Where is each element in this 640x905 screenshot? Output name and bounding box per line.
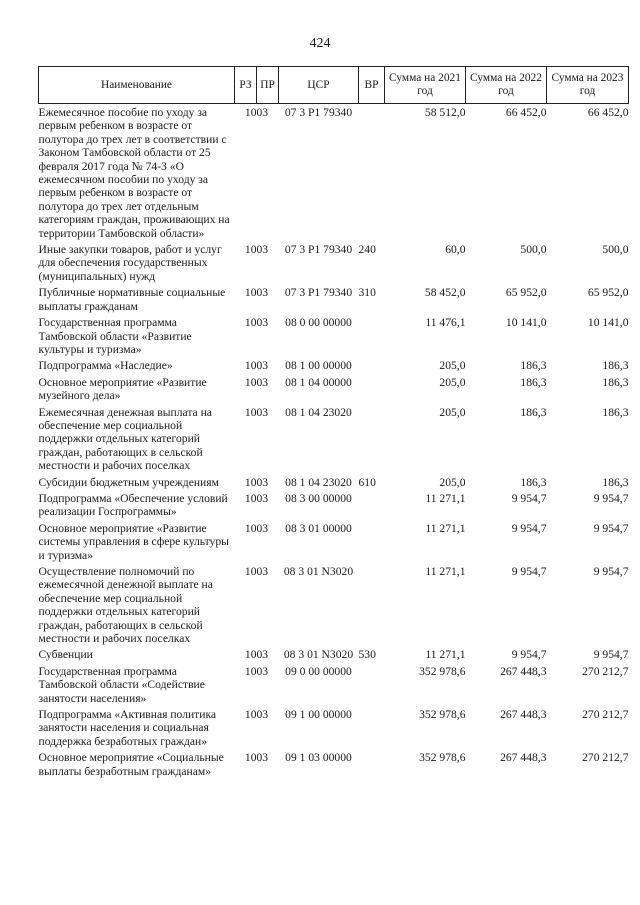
row-sum-2021: 11 271,1 [425, 648, 466, 662]
table-row [39, 751, 629, 781]
row-pr: 03 [256, 751, 269, 765]
row-sum-2021: 11 271,1 [425, 521, 466, 535]
row-rz: 10 [244, 565, 257, 578]
row-sum-2023: 9 954,7 [593, 565, 629, 578]
row-sum-2021: 205,0 [439, 359, 466, 373]
row-vr [359, 104, 385, 244]
row-vr [359, 751, 385, 781]
header-csr: ЦСР [279, 67, 359, 104]
row-sum-2023: 270 212,7 [582, 751, 629, 765]
row-csr: 09 1 03 00000 [285, 751, 352, 765]
header-name: Наименование [39, 67, 235, 104]
row-rz: 10 [244, 491, 257, 505]
row-sum-2023: 65 952,0 [587, 286, 629, 300]
row-csr: 09 1 00 00000 [285, 708, 352, 722]
row-csr: 08 3 01 N3020 [283, 565, 354, 578]
table-row [39, 708, 629, 751]
row-sum-2021: 205,0 [439, 375, 466, 389]
row-sum-2023: 9 954,7 [593, 648, 629, 662]
row-pr: 03 [256, 405, 269, 419]
row-csr: 08 1 00 00000 [285, 359, 352, 373]
table-row [39, 286, 629, 316]
table-body [39, 104, 629, 782]
row-vr [359, 665, 385, 708]
header-pr: ПР [257, 67, 279, 104]
row-vr: 610 [358, 475, 376, 489]
row-sum-2022: 9 954,7 [511, 565, 547, 578]
row-sum-2022: 66 452,0 [505, 106, 547, 119]
row-rz: 10 [244, 405, 257, 419]
table-row [39, 243, 629, 286]
row-vr [359, 359, 385, 375]
row-name: Субсидии бюджетным учреждениям [38, 475, 219, 489]
row-name: Основное мероприятие «Социальные выплаты безработным гражданам» [38, 751, 224, 778]
table-row [39, 406, 629, 476]
row-sum-2023: 186,3 [602, 405, 629, 419]
row-sum-2023: 186,3 [602, 475, 629, 489]
table-row [39, 476, 629, 492]
row-sum-2021: 11 476,1 [425, 316, 466, 330]
row-sum-2023: 9 954,7 [593, 491, 629, 505]
header-vr: ВР [359, 67, 385, 104]
row-sum-2021: 352 978,6 [419, 708, 466, 722]
row-csr: 07 3 P1 79340 [284, 243, 353, 257]
row-name: Государственная программа Тамбовской области «Развитие культуры и туризма» [38, 316, 192, 356]
row-sum-2021: 60,0 [445, 243, 466, 257]
row-csr: 08 3 01 N3020 [283, 648, 354, 662]
row-sum-2023: 270 212,7 [582, 664, 629, 678]
table-row [39, 665, 629, 708]
row-name: Государственная программа Тамбовской области «Содействие занятости населения» [38, 664, 205, 705]
row-rz: 10 [244, 648, 257, 662]
table-row [39, 104, 629, 244]
row-rz: 10 [244, 316, 257, 330]
row-pr: 03 [256, 106, 269, 119]
row-pr: 03 [256, 286, 269, 300]
row-sum-2021: 205,0 [439, 475, 466, 489]
row-sum-2021: 58 512,0 [424, 106, 466, 119]
row-name: Осуществление полномочий по ежемесячной денежной выплате на обеспечение мер социальной поддержки отдельных категорий граждан, работающих в сельской местности и рабочих поселках [38, 565, 213, 646]
row-rz: 10 [244, 375, 257, 389]
row-rz: 10 [244, 751, 257, 765]
row-rz: 10 [244, 475, 257, 489]
header-rz: РЗ [235, 67, 257, 104]
row-pr: 03 [256, 664, 269, 678]
row-sum-2021: 11 271,1 [425, 565, 466, 578]
row-sum-2022: 9 954,7 [511, 491, 547, 505]
row-pr: 03 [256, 521, 269, 535]
budget-table [38, 66, 629, 781]
row-rz: 10 [244, 359, 257, 373]
header-sum-2023: Сумма на 2023 год [547, 67, 629, 104]
row-pr: 03 [256, 243, 269, 257]
row-csr: 07 3 P1 79340 [284, 106, 353, 119]
row-csr: 08 0 00 00000 [285, 316, 352, 330]
row-sum-2022: 186,3 [520, 375, 547, 389]
row-name: Ежемесячное пособие по уходу за первым ребенком в возрасте от полутора до трех лет в соответствии с Законом Тамбовской области от 25 февраля 2017 года № 74-З «О ежемесячном пособии по уходу за первым ребенком в возрасте от полутора до трех лет отдельным категориям граждан, проживающих на территории Тамбовской области» [38, 106, 230, 240]
row-csr: 07 3 P1 79340 [284, 286, 353, 300]
row-csr: 09 0 00 00000 [285, 664, 352, 678]
row-rz: 10 [244, 664, 257, 678]
header-row [39, 67, 629, 104]
row-sum-2022: 267 448,3 [500, 751, 547, 765]
table-row [39, 565, 629, 648]
row-sum-2022: 9 954,7 [511, 648, 547, 662]
row-sum-2022: 267 448,3 [500, 664, 547, 678]
table-row [39, 316, 629, 359]
row-sum-2022: 65 952,0 [505, 286, 547, 300]
row-rz: 10 [244, 521, 257, 535]
row-name: Подпрограмма «Активная политика занятости населения и социальная поддержка безработных граждан» [38, 708, 217, 748]
row-name: Подпрограмма «Наследие» [38, 359, 173, 373]
row-sum-2021: 352 978,6 [419, 664, 466, 678]
row-sum-2023: 66 452,0 [587, 106, 629, 119]
row-name: Иные закупки товаров, работ и услуг для обеспечения государственных (муниципальных) нужд [38, 243, 222, 283]
row-name: Публичные нормативные социальные выплаты гражданам [38, 286, 226, 313]
row-name: Основное мероприятие «Развитие системы управления в сфере культуры и туризма» [38, 521, 229, 562]
row-vr [359, 316, 385, 359]
table-row [39, 359, 629, 375]
row-pr: 03 [256, 565, 269, 578]
row-rz: 10 [244, 708, 257, 722]
row-vr [359, 406, 385, 476]
table-row [39, 376, 629, 406]
row-vr: 530 [358, 648, 376, 662]
row-sum-2021: 205,0 [439, 405, 466, 419]
row-sum-2023: 10 141,0 [587, 316, 629, 330]
row-vr [359, 492, 385, 522]
row-sum-2022: 186,3 [520, 475, 547, 489]
row-sum-2023: 186,3 [602, 359, 629, 373]
row-vr [359, 376, 385, 406]
row-vr: 310 [358, 286, 376, 300]
table-row [39, 648, 629, 664]
row-name: Ежемесячная денежная выплата на обеспечение мер социальной поддержки отдельных категорий граждан, работающих в сельской местности и рабочих поселках [38, 405, 212, 473]
row-sum-2022: 186,3 [520, 405, 547, 419]
row-pr: 03 [256, 475, 269, 489]
row-rz: 10 [244, 106, 257, 119]
row-rz: 10 [244, 243, 257, 257]
row-sum-2023: 500,0 [602, 243, 629, 257]
row-sum-2021: 352 978,6 [419, 751, 466, 765]
row-sum-2021: 58 452,0 [424, 286, 466, 300]
row-pr: 03 [256, 359, 269, 373]
row-name: Основное мероприятие «Развитие музейного дела» [38, 375, 207, 403]
page-number: 424 [309, 36, 331, 51]
row-sum-2022: 9 954,7 [511, 521, 547, 535]
row-sum-2023: 270 212,7 [582, 708, 629, 722]
header-sum-2022: Сумма на 2022 год [466, 67, 547, 104]
row-pr: 03 [256, 648, 269, 662]
row-name: Субвенции [38, 648, 93, 662]
row-csr: 08 1 04 23020 [285, 475, 352, 489]
row-vr [359, 522, 385, 565]
row-sum-2021: 11 271,1 [425, 491, 466, 505]
row-csr: 08 1 04 23020 [285, 405, 352, 419]
row-csr: 08 1 04 00000 [285, 375, 352, 389]
row-sum-2022: 186,3 [520, 359, 547, 373]
row-sum-2022: 267 448,3 [500, 708, 547, 722]
row-vr [359, 565, 385, 648]
row-csr: 08 3 00 00000 [285, 491, 352, 505]
row-sum-2022: 500,0 [520, 243, 547, 257]
row-rz: 10 [244, 286, 257, 300]
row-sum-2022: 10 141,0 [505, 316, 547, 330]
row-csr: 08 3 01 00000 [285, 521, 352, 535]
table-row [39, 492, 629, 522]
table-row [39, 522, 629, 565]
row-pr: 03 [256, 375, 269, 389]
row-vr: 240 [358, 243, 376, 257]
row-name: Подпрограмма «Обеспечение условий реализации Госпрограммы» [38, 491, 228, 519]
row-sum-2023: 186,3 [602, 375, 629, 389]
row-pr: 03 [256, 491, 269, 505]
row-vr [359, 708, 385, 751]
header-sum-2021: Сумма на 2021 год [385, 67, 466, 104]
row-sum-2023: 9 954,7 [593, 521, 629, 535]
row-pr: 03 [256, 708, 269, 722]
row-pr: 03 [256, 316, 269, 330]
